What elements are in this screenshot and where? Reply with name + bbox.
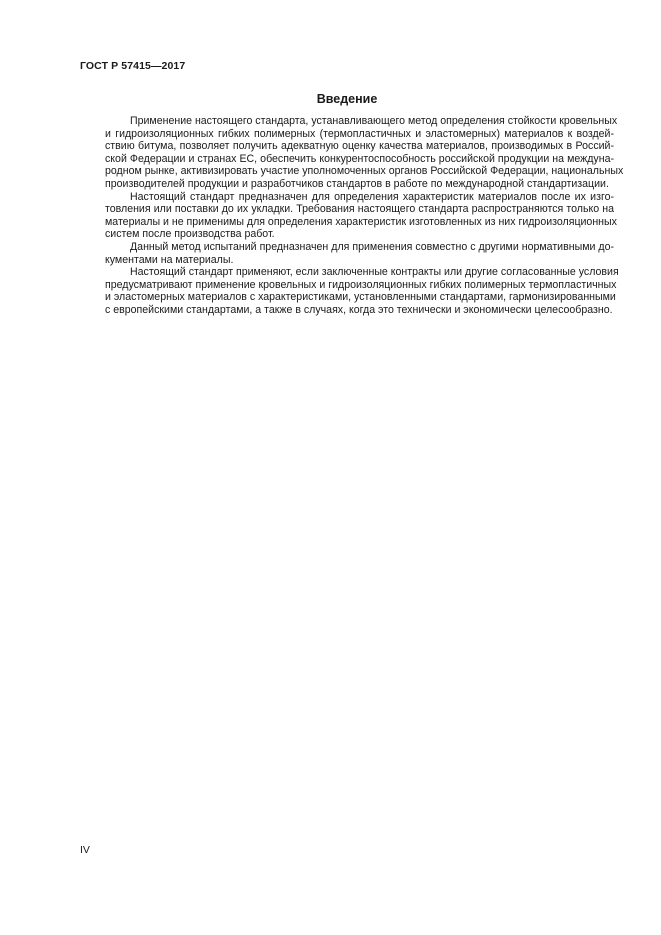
text-line: ствию битума, позволяет получить адекватную оценку качества материалов, производимых в Россий-	[105, 140, 614, 153]
text-line: Настоящий стандарт применяют, если заключенные контракты или другие согласованные условия	[130, 266, 619, 279]
paragraph-4	[80, 266, 619, 316]
document-header: ГОСТ Р 57415—2017	[80, 60, 186, 72]
text-line: ской Федерации и странах ЕС, обеспечить конкурентоспособность российской продукции на междуна-	[105, 152, 614, 165]
text-line: и гидроизоляционных гибких полимерных (термопластичных и эластомерных) материалов к воздей-	[105, 127, 614, 140]
text-line: и эластомерных материалов с характеристиками, установленными стандартами, гармонизированными	[105, 291, 616, 304]
text-line: товления или поставки до их укладки. Требования настоящего стандарта распространяются только на	[105, 203, 614, 216]
text-line: материалы и не применимы для определения характеристик изготовленных из них гидроизоляционных	[105, 215, 617, 228]
text-line: с европейскими стандартами, а также в случаях, когда это технически и экономически целесообразно.	[105, 303, 613, 316]
section-title: Введение	[316, 92, 378, 106]
text-line: систем после производства работ.	[105, 228, 275, 241]
paragraph-2	[80, 190, 617, 241]
page-number: IV	[80, 844, 90, 856]
paragraph-1	[80, 115, 624, 191]
text-line: производителей продукции и разработчиков стандартов в работе по международной стандартизации.	[105, 177, 609, 190]
text-line: родном рынке, активизировать участие уполномоченных органов Российской Федерации, национальных	[105, 165, 624, 178]
text-line: кументами на материалы.	[105, 253, 234, 266]
body-text	[80, 115, 624, 317]
text-line: Применение настоящего стандарта, устанавливающего метод определения стойкости кровельных	[130, 115, 618, 127]
paragraph-3	[80, 241, 614, 266]
text-line: предусматривают применение кровельных и гидроизоляционных гибких полимерных термопластичных	[105, 278, 617, 291]
text-line: Настоящий стандарт предназначен для определения характеристик материалов после их изго-	[130, 190, 614, 203]
text-line: Данный метод испытаний предназначен для применения совместно с другими нормативными до-	[130, 240, 614, 253]
